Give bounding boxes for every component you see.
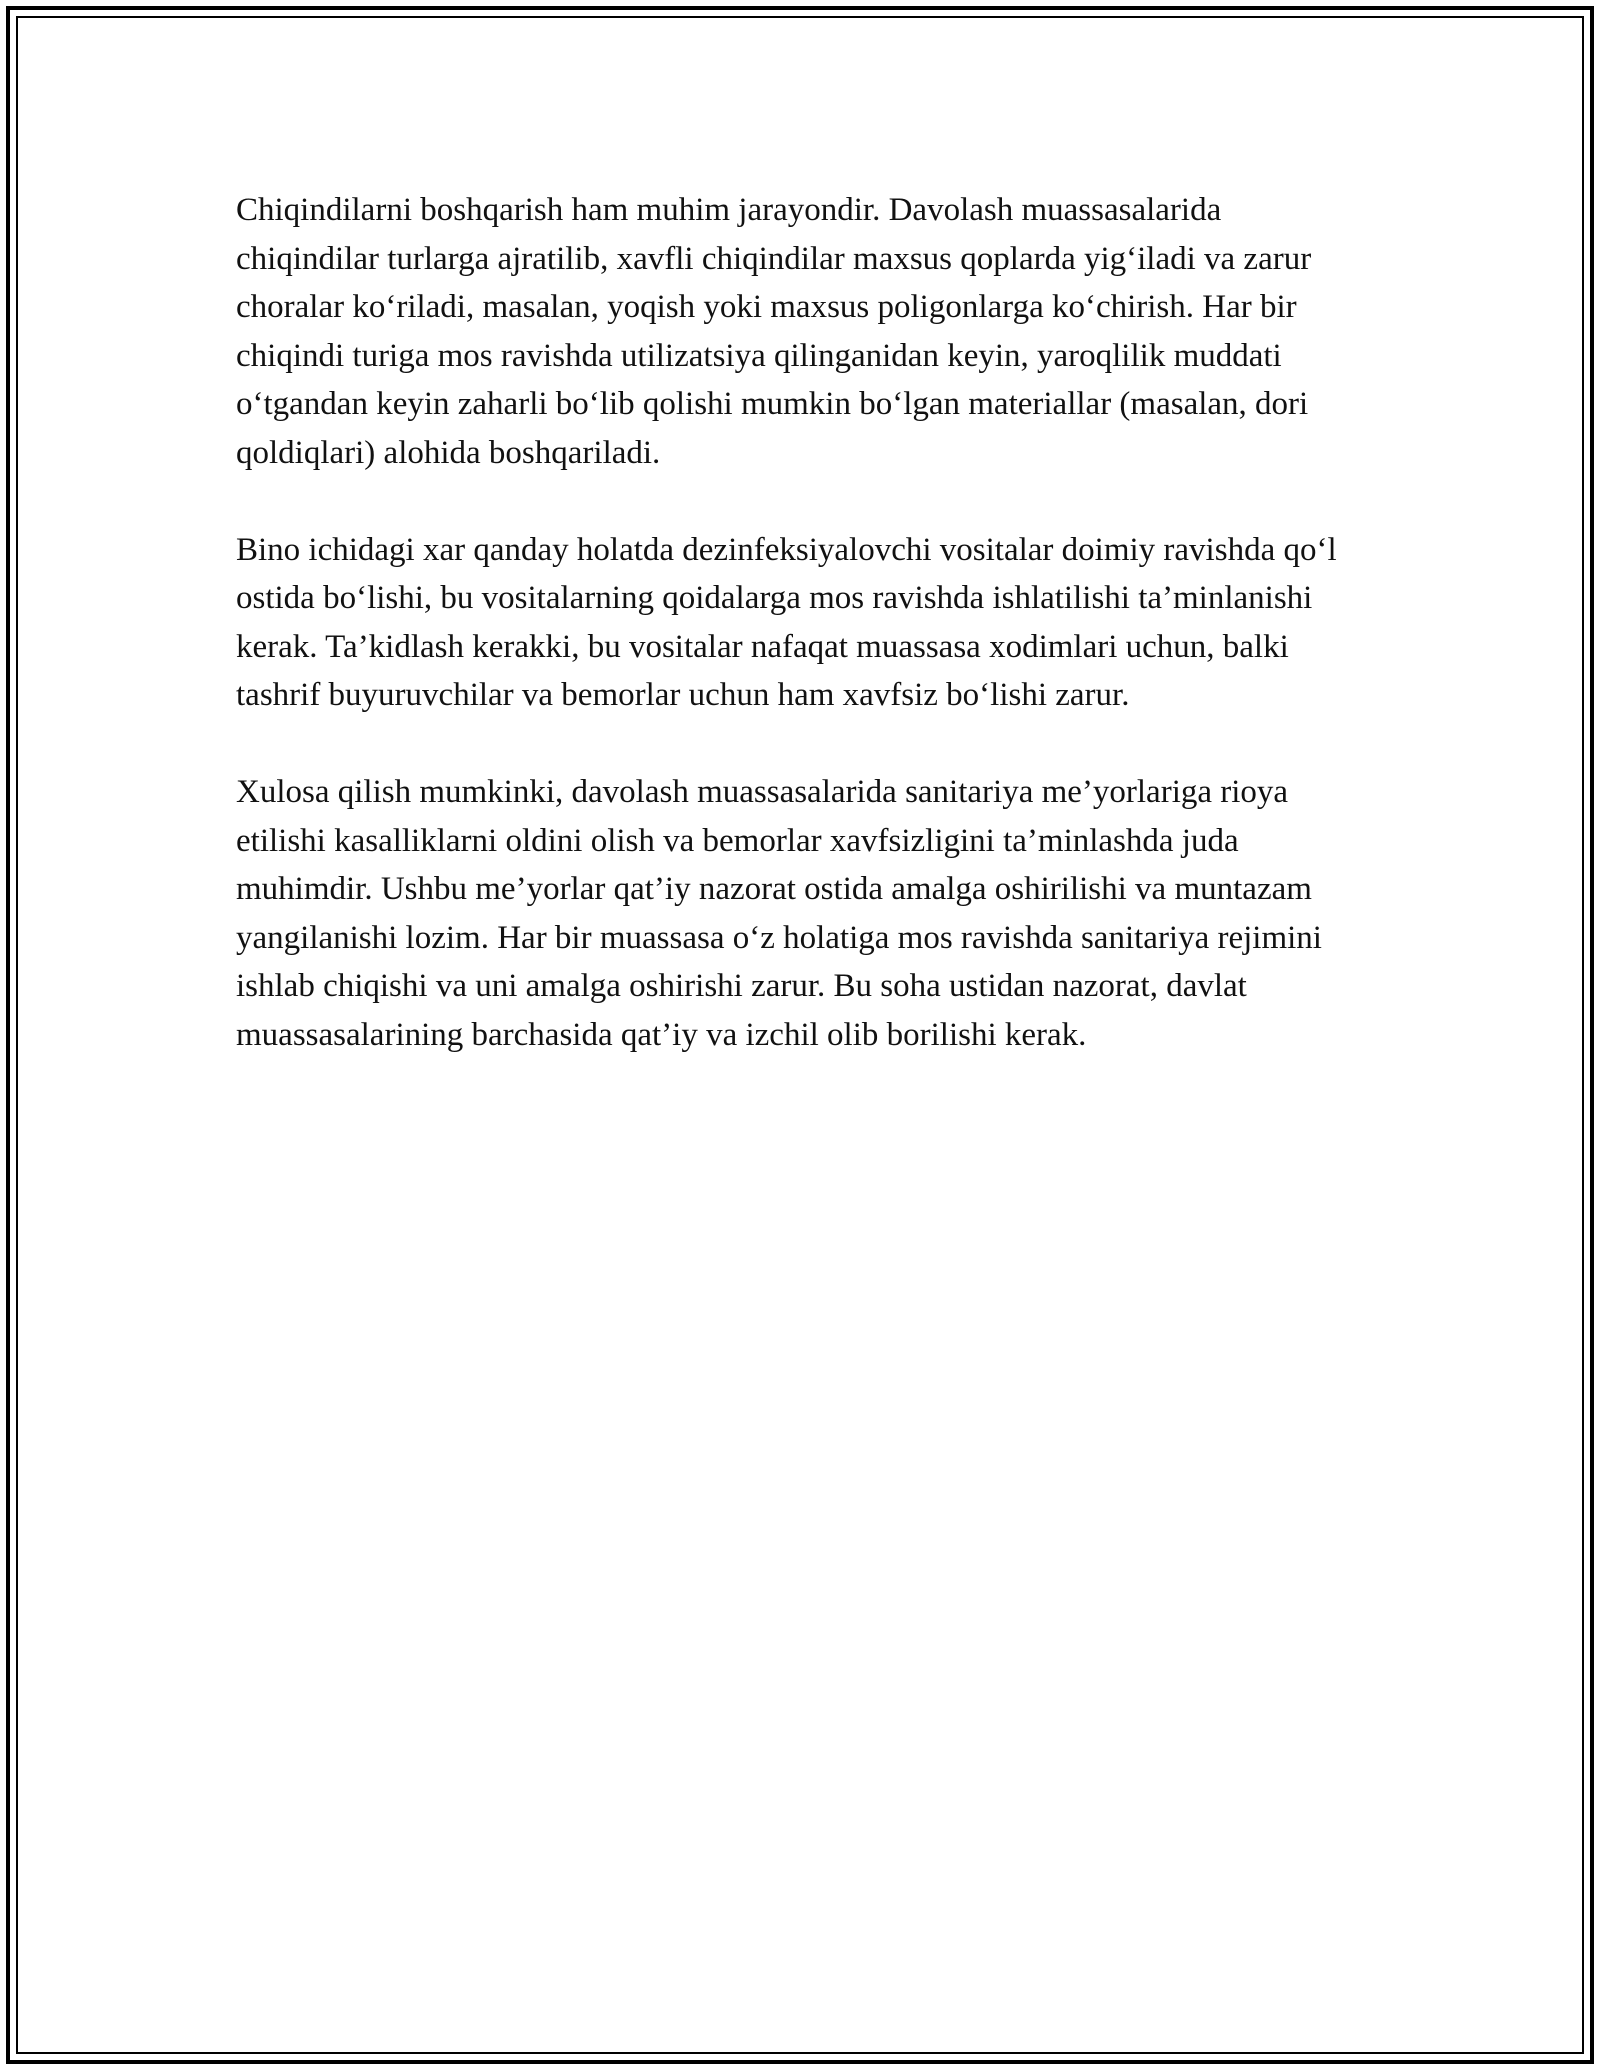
paragraph-waste-management: Chiqindilarni boshqarish ham muhim jarayondir. Davolash muassasalarida chiqindilar turlarga ajratilib, xavfli chiqindilar maxsus qoplarda yig‘iladi va zarur choralar ko‘riladi, masalan, yoqish yoki maxsus poligonlarga ko‘chirish. Har bir chiqindi turiga mos ravishda utilizatsiya qilinganidan keyin, yaroqlilik muddati o‘tgandan keyin zaharli bo‘lib qolishi mumkin bo‘lgan materiallar (masalan, dori qoldiqlari) alohida boshqariladi. xyxy=(236,192,1312,471)
document-body xyxy=(236,186,1366,1108)
paragraph-conclusion: Xulosa qilish mumkinki, davolash muassasalarida sanitariya me’yorlariga rioya etilishi kasalliklarni oldini olish va bemorlar xavfsizligini ta’minlashda juda muhimdir. Ushbu me’yorlar qat’iy nazorat ostida amalga oshirilishi va muntazam yangilanishi lozim. Har bir muassasa o‘z holatiga mos ravishda sanitariya rejimini ishlab chiqishi va uni amalga oshirishi zarur. Bu soha ustidan nazorat, davlat muassasalarining barchasida qat’iy va izchil olib borilishi kerak. xyxy=(236,774,1322,1053)
paragraph-disinfectants: Bino ichidagi xar qanday holatda dezinfeksiyalovchi vositalar doimiy ravishda qo‘l ostida bo‘lishi, bu vositalarning qoidalarga mos ravishda ishlatilishi ta’minlanishi kerak. Ta’kidlash kerakki, bu vositalar nafaqat muassasa xodimlari uchun, balki tashrif buyuruvchilar va bemorlar uchun ham xavfsiz bo‘lishi zarur. xyxy=(236,531,1337,713)
